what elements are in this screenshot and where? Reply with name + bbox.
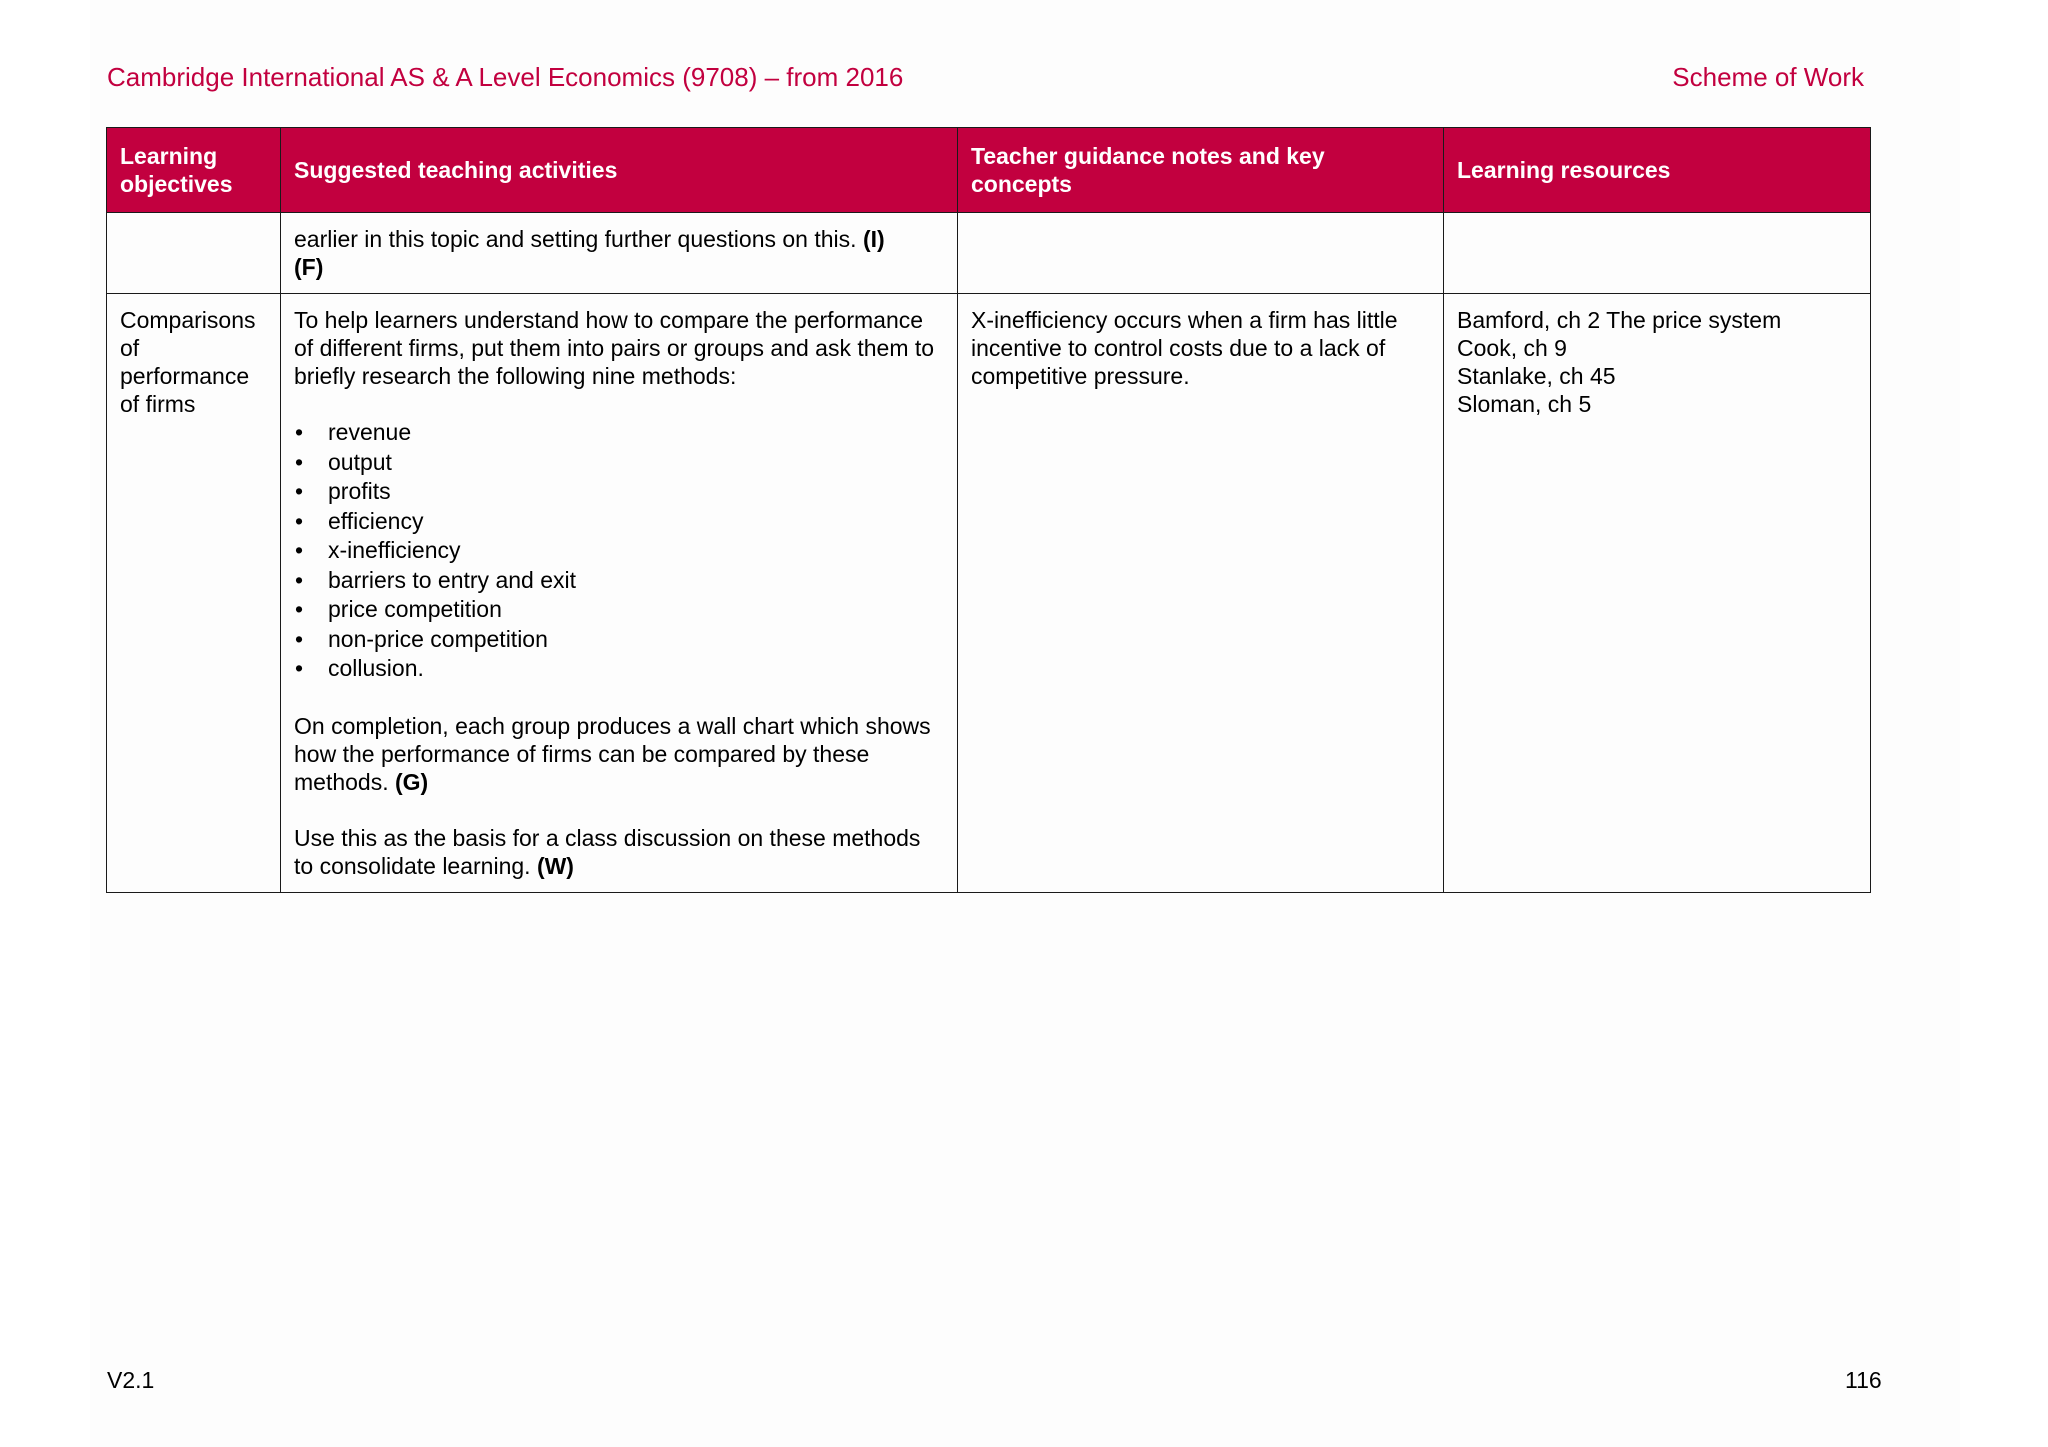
objective-cell: Comparisons of performance of firms bbox=[107, 294, 281, 893]
resource-item: Cook, ch 9 bbox=[1457, 335, 1567, 361]
list-item: • revenue bbox=[294, 418, 945, 448]
list-item: • barriers to entry and exit bbox=[294, 566, 945, 596]
bullet-icon: • bbox=[295, 655, 304, 681]
activity-tag-whole-class: (W) bbox=[536, 852, 574, 879]
version-label: V2.1 bbox=[107, 1367, 155, 1393]
guidance-cell bbox=[958, 213, 1444, 294]
resource-item: Sloman, ch 5 bbox=[1457, 391, 1592, 417]
activity-text: earlier in this topic and setting further questions on this. bbox=[294, 226, 863, 252]
activity-cell bbox=[281, 294, 958, 893]
list-item: • non-price competition bbox=[294, 625, 945, 655]
activity-paragraph-discussion: Use this as the basis for a class discussion on these methods to consolidate learning. (W) bbox=[294, 824, 921, 879]
bullet-icon: • bbox=[295, 507, 304, 534]
methods-list bbox=[294, 418, 945, 684]
list-item: • x-inefficiency bbox=[294, 536, 945, 566]
list-item: • efficiency bbox=[294, 507, 945, 537]
bullet-icon: • bbox=[295, 478, 304, 504]
list-item: • price competition bbox=[294, 595, 945, 625]
table-row bbox=[107, 213, 1871, 294]
list-item: • collusion. bbox=[294, 654, 945, 684]
activity-tag-formative: (F) bbox=[294, 254, 324, 280]
bullet-icon: • bbox=[295, 537, 304, 563]
table-header-row bbox=[107, 128, 1871, 213]
activity-tag-group: (G) bbox=[395, 768, 429, 795]
bullet-icon: • bbox=[295, 448, 304, 475]
column-header-guidance-notes: Teacher guidance notes and key concepts bbox=[958, 128, 1444, 213]
bullet-icon: • bbox=[295, 566, 304, 593]
table-row bbox=[107, 294, 1871, 893]
page-number: 116 bbox=[1845, 1367, 1882, 1393]
document-title: Cambridge International AS & A Level Economics (9708) – from 2016 bbox=[107, 62, 904, 92]
resource-item: Stanlake, ch 45 bbox=[1457, 363, 1616, 389]
guidance-cell: X-inefficiency occurs when a firm has little incentive to control costs due to a lack of competitive pressure. bbox=[958, 294, 1444, 893]
scheme-of-work-table bbox=[106, 127, 1871, 893]
column-header-teaching-activities: Suggested teaching activities bbox=[281, 128, 958, 213]
resources-cell bbox=[1444, 213, 1871, 294]
activity-cell bbox=[281, 213, 958, 294]
list-item: • profits bbox=[294, 477, 945, 507]
objective-cell bbox=[107, 213, 281, 294]
bullet-icon: • bbox=[295, 596, 304, 622]
resources-cell bbox=[1444, 294, 1871, 893]
column-header-learning-objectives: Learning objectives bbox=[107, 128, 281, 213]
activity-tag-individual: (I) bbox=[862, 226, 885, 252]
bullet-icon: • bbox=[295, 625, 304, 652]
bullet-icon: • bbox=[295, 419, 304, 445]
resource-item: Bamford, ch 2 The price system bbox=[1457, 307, 1782, 333]
list-item: • output bbox=[294, 448, 945, 478]
activity-paragraph-wall-chart: On completion, each group produces a wall chart which shows how the performance of firms can be compared by these methods. (G) bbox=[294, 712, 931, 795]
column-header-learning-resources: Learning resources bbox=[1444, 128, 1871, 213]
document-section: Scheme of Work bbox=[1672, 62, 1864, 92]
activity-intro: To help learners understand how to compare the performance of different firms, put them into pairs or groups and ask them to briefly research the following nine methods: bbox=[294, 307, 935, 389]
